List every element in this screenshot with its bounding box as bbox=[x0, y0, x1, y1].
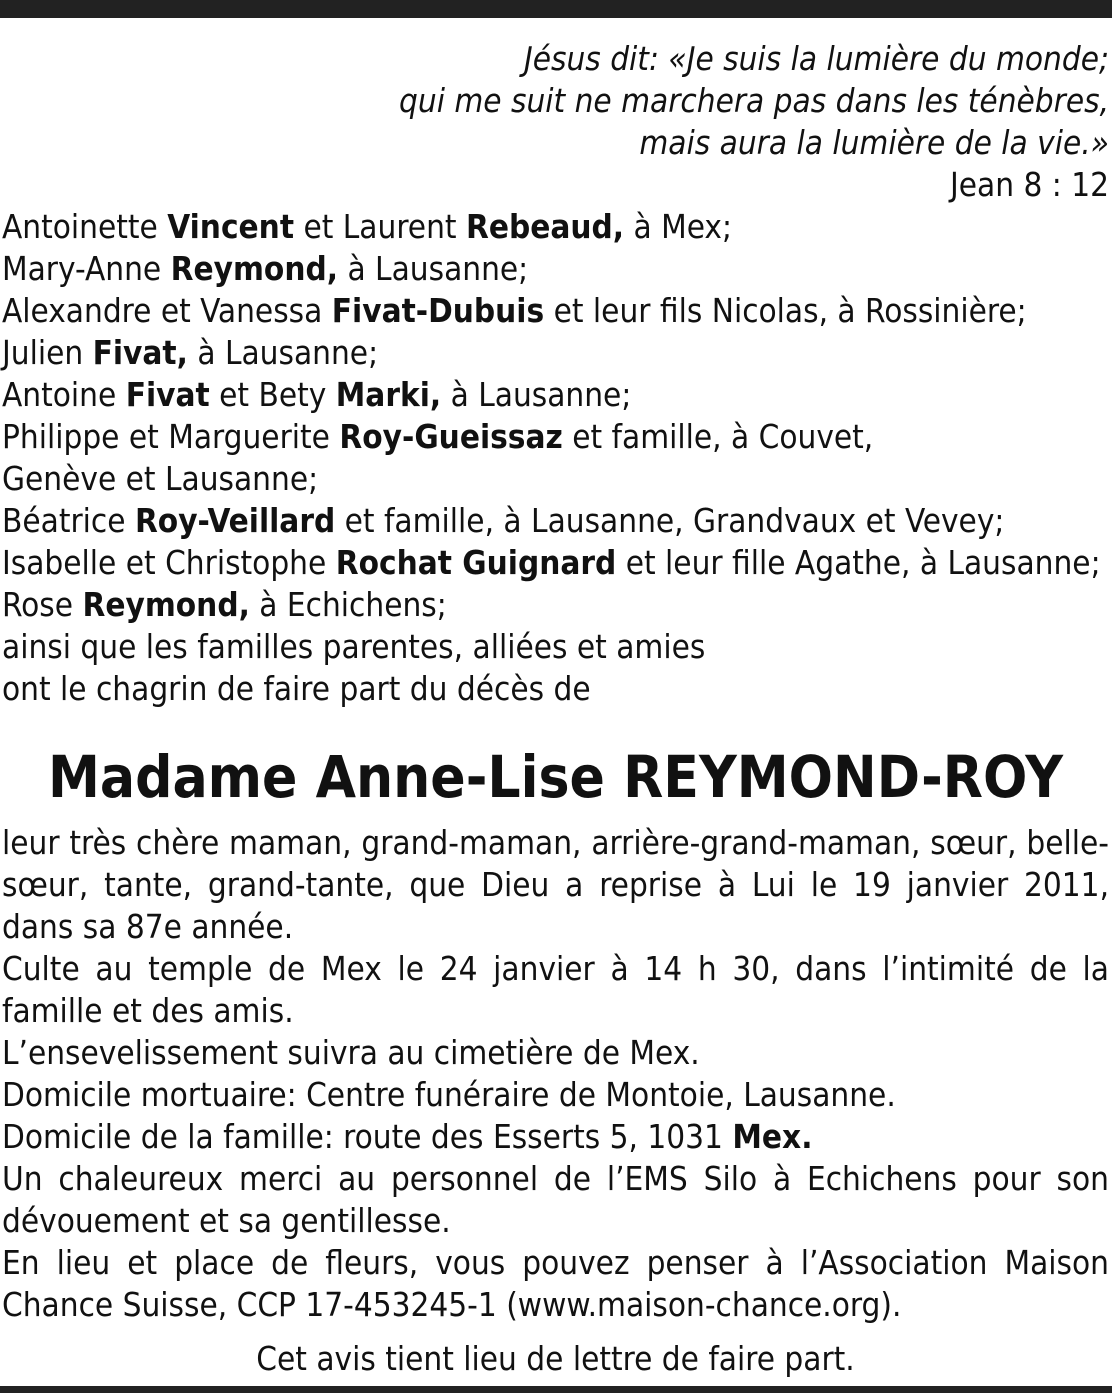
family-list bbox=[2, 206, 1109, 710]
family-text: Mary-Anne bbox=[2, 249, 171, 288]
family-text: Rose bbox=[2, 585, 83, 624]
family-line bbox=[2, 374, 1109, 416]
family-text: à Lausanne; bbox=[338, 249, 529, 288]
family-text: Julien bbox=[2, 333, 93, 372]
family-line bbox=[2, 290, 1109, 332]
family-text: ont le chagrin de faire part du décès de bbox=[2, 669, 591, 708]
family-text: à Lausanne; bbox=[441, 375, 632, 414]
family-text: à Lausanne; bbox=[187, 333, 379, 372]
family-text: et leur fille Agathe, à Lausanne; bbox=[616, 543, 1101, 582]
bible-verse bbox=[2, 38, 1109, 206]
paragraph-mortuary: Domicile mortuaire: Centre funéraire de Montoie, Lausanne. bbox=[2, 1075, 896, 1114]
family-text: Isabelle et Christophe bbox=[2, 543, 336, 582]
family-line bbox=[2, 584, 1109, 626]
family-text: Béatrice bbox=[2, 501, 135, 540]
notice-body bbox=[2, 822, 1109, 1326]
family-surname: Reymond, bbox=[170, 249, 339, 288]
paragraph-donation: En lieu et place de fleurs, vous pouvez penser à l’Association Maison Chance Suisse, CCP 17-453245-1 (www.maison-chance.org). bbox=[2, 1243, 1109, 1324]
family-surname: Roy-Veillard bbox=[134, 501, 336, 540]
family-text: à Mex; bbox=[624, 207, 732, 246]
deceased-name: Madame Anne-Lise REYMOND-ROY bbox=[47, 743, 1064, 811]
family-text: et famille, à Couvet, bbox=[562, 417, 874, 456]
bottom-rule bbox=[0, 1386, 1112, 1393]
family-surname: Rebeaud, bbox=[465, 207, 625, 246]
family-text: à Echichens; bbox=[249, 585, 447, 624]
family-line bbox=[2, 416, 1109, 458]
paragraph-relationship: leur très chère maman, grand-maman, arrière-grand-maman, sœur, belle-sœur, tante, grand-tante, que Dieu a reprise à Lui le 19 janvier 2011, dans sa 87e année. bbox=[2, 823, 1109, 946]
family-line bbox=[2, 626, 1109, 668]
top-rule bbox=[0, 0, 1112, 18]
paragraph-service: Culte au temple de Mex le 24 janvier à 14 h 30, dans l’intimité de la famille et des amis. bbox=[2, 949, 1109, 1030]
family-text: ainsi que les familles parentes, alliées et amies bbox=[2, 627, 706, 666]
family-line bbox=[2, 332, 1109, 374]
paragraph-burial: L’ensevelissement suivra au cimetière de Mex. bbox=[2, 1033, 700, 1072]
family-surname: Vincent bbox=[167, 207, 295, 246]
verse-reference: Jean 8 : 12 bbox=[950, 165, 1109, 204]
family-line bbox=[2, 458, 1109, 500]
family-text: et famille, à Lausanne, Grandvaux et Vevey; bbox=[335, 501, 1005, 540]
family-line bbox=[2, 668, 1109, 710]
family-text: Genève et Lausanne; bbox=[2, 459, 319, 498]
family-line bbox=[2, 542, 1109, 584]
family-surname: Marki, bbox=[335, 375, 442, 414]
family-text: et leur fils Nicolas, à Rossinière; bbox=[544, 291, 1027, 330]
family-surname: Rochat Guignard bbox=[335, 543, 617, 582]
obituary-notice bbox=[2, 38, 1109, 1380]
address-text: Domicile de la famille: route des Esserts 5, 1031 bbox=[2, 1117, 733, 1156]
family-text: Philippe et Marguerite bbox=[2, 417, 340, 456]
verse-line-2: qui me suit ne marchera pas dans les ténèbres, bbox=[399, 81, 1109, 120]
family-surname: Fivat bbox=[125, 375, 210, 414]
family-line bbox=[2, 500, 1109, 542]
address-town: Mex. bbox=[732, 1117, 813, 1156]
family-text: et Laurent bbox=[294, 207, 466, 246]
family-text: Alexandre et Vanessa bbox=[2, 291, 332, 330]
family-surname: Roy-Gueissaz bbox=[339, 417, 563, 456]
family-text: Antoine bbox=[2, 375, 126, 414]
family-surname: Fivat-Dubuis bbox=[331, 291, 545, 330]
family-line bbox=[2, 248, 1109, 290]
paragraph-thanks: Un chaleureux merci au personnel de l’EMS Silo à Echichens pour son dévouement et sa gentillesse. bbox=[2, 1159, 1109, 1240]
closing-note: Cet avis tient lieu de lettre de faire part. bbox=[256, 1339, 855, 1378]
family-surname: Reymond, bbox=[82, 585, 250, 624]
family-text: Antoinette bbox=[2, 207, 168, 246]
paragraph-family-address bbox=[2, 1116, 1109, 1158]
family-line bbox=[2, 206, 1109, 248]
family-text: et Bety bbox=[209, 375, 336, 414]
verse-line-3: mais aura la lumière de la vie.» bbox=[639, 123, 1109, 162]
family-surname: Fivat, bbox=[92, 333, 188, 372]
verse-line-1: Jésus dit: «Je suis la lumière du monde; bbox=[524, 39, 1109, 78]
